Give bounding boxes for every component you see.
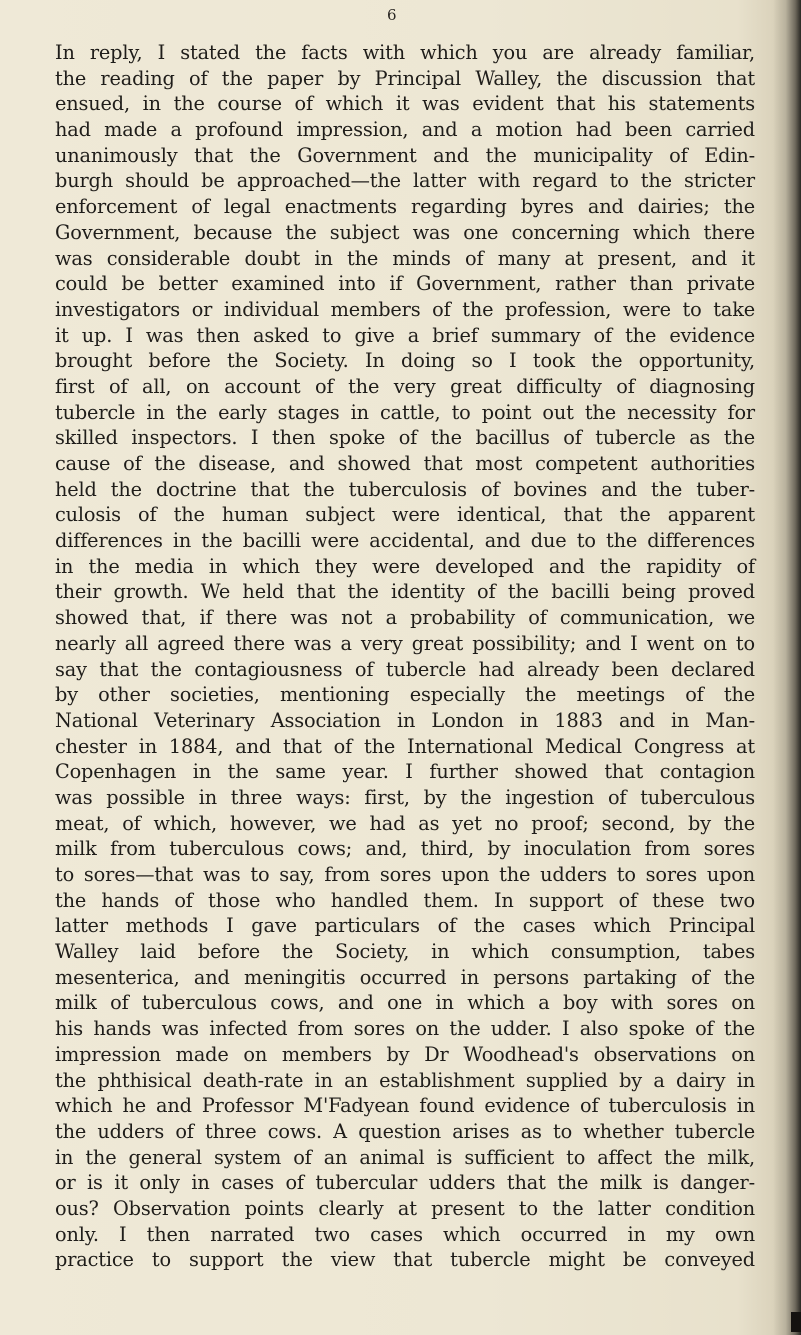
text-line: meat, of which, however, we had as yet no proof; second, by the bbox=[55, 811, 755, 835]
text-line: culosis of the human subject were identical, that the apparent bbox=[55, 503, 755, 527]
text-line: mesenterica, and meningitis occurred in persons partaking of the bbox=[55, 965, 755, 989]
text-line: first of all, on account of the very great difficulty of diagnosing bbox=[55, 374, 755, 398]
text-line: it up. I was then asked to give a brief summary of the evidence bbox=[55, 323, 755, 347]
text-line: or is it only in cases of tubercular udders that the milk is danger- bbox=[55, 1171, 755, 1195]
text-line: only. I then narrated two cases which occurred in my own bbox=[55, 1222, 755, 1246]
text-line: milk from tuberculous cows; and, third, by inoculation from sores bbox=[55, 837, 755, 861]
text-line: chester in 1884, and that of the International Medical Congress at bbox=[55, 734, 755, 758]
text-line: burgh should be approached—the latter with regard to the stricter bbox=[55, 169, 755, 193]
text-line: had made a profound impression, and a motion had been carried bbox=[55, 118, 755, 142]
text-line: which he and Professor M'Fadyean found evidence of tuberculosis in bbox=[55, 1094, 755, 1118]
text-line: latter methods I gave particulars of the cases which Principal bbox=[55, 914, 755, 938]
text-line: ous? Observation points clearly at present to the latter condition bbox=[55, 1196, 755, 1220]
text-line: milk of tuberculous cows, and one in which a boy with sores on bbox=[55, 991, 755, 1015]
text-line: held the doctrine that the tuberculosis of bovines and the tuber- bbox=[55, 477, 755, 501]
text-line: in the media in which they were developed and the rapidity of bbox=[55, 554, 755, 578]
text-line: ensued, in the course of which it was evident that his statements bbox=[55, 92, 755, 116]
text-line: cause of the disease, and showed that most competent authorities bbox=[55, 452, 755, 475]
text-line: nearly all agreed there was a very great possibility; and I went on to bbox=[55, 631, 755, 655]
text-line: Walley laid before the Society, in which consumption, tabes bbox=[55, 940, 755, 964]
page-number: 6 bbox=[387, 6, 397, 24]
text-line: the reading of the paper by Principal Walley, the discussion that bbox=[55, 66, 755, 90]
text-line: investigators or individual members of the profession, were to take bbox=[55, 297, 755, 321]
text-line: In reply, I stated the facts with which you are already familiar, bbox=[55, 41, 755, 64]
text-line: their growth. We held that the identity of the bacilli being proved bbox=[55, 580, 755, 604]
text-line: was considerable doubt in the minds of many at present, and it bbox=[55, 246, 755, 270]
text-line: National Veterinary Association in London in 1883 and in Man- bbox=[55, 708, 755, 732]
text-line: say that the contagiousness of tubercle had already been declared bbox=[55, 657, 755, 681]
text-line: differences in the bacilli were accidental, and due to the differences bbox=[55, 529, 755, 553]
text-line: enforcement of legal enactments regarding byres and dairies; the bbox=[55, 195, 755, 219]
text-line: by other societies, mentioning especially the meetings of the bbox=[55, 683, 755, 707]
text-line: tubercle in the early stages in cattle, to point out the necessity for bbox=[55, 400, 755, 424]
text-line: impression made on members by Dr Woodhead's observations on bbox=[55, 1042, 755, 1066]
text-line: the phthisical death-rate in an establishment supplied by a dairy in bbox=[55, 1068, 755, 1092]
body-paragraph bbox=[55, 40, 755, 1273]
text-line: showed that, if there was not a probability of communication, we bbox=[55, 606, 755, 630]
text-line: the hands of those who handled them. In support of these two bbox=[55, 888, 755, 912]
text-line: brought before the Society. In doing so I took the opportunity, bbox=[55, 349, 755, 373]
page-edge-mark bbox=[791, 1312, 801, 1332]
text-line: his hands was infected from sores on the udder. I also spoke of the bbox=[55, 1017, 755, 1041]
binding-edge-shadow bbox=[773, 0, 801, 1335]
text-line: in the general system of an animal is sufficient to affect the milk, bbox=[55, 1145, 755, 1169]
text-line: Government, because the subject was one concerning which there bbox=[55, 220, 755, 244]
text-line: to sores—that was to say, from sores upon the udders to sores upon bbox=[55, 863, 755, 886]
text-line: was possible in three ways: first, by the ingestion of tuberculous bbox=[55, 785, 755, 809]
text-line: Copenhagen in the same year. I further showed that contagion bbox=[55, 760, 755, 784]
text-line: the udders of three cows. A question arises as to whether tubercle bbox=[55, 1119, 755, 1143]
text-line: practice to support the view that tubercle might be conveyed bbox=[55, 1248, 755, 1272]
text-line: unanimously that the Government and the municipality of Edin- bbox=[55, 143, 755, 167]
text-line: skilled inspectors. I then spoke of the bacillus of tubercle as the bbox=[55, 426, 755, 450]
text-line: could be better examined into if Government, rather than private bbox=[55, 272, 755, 296]
